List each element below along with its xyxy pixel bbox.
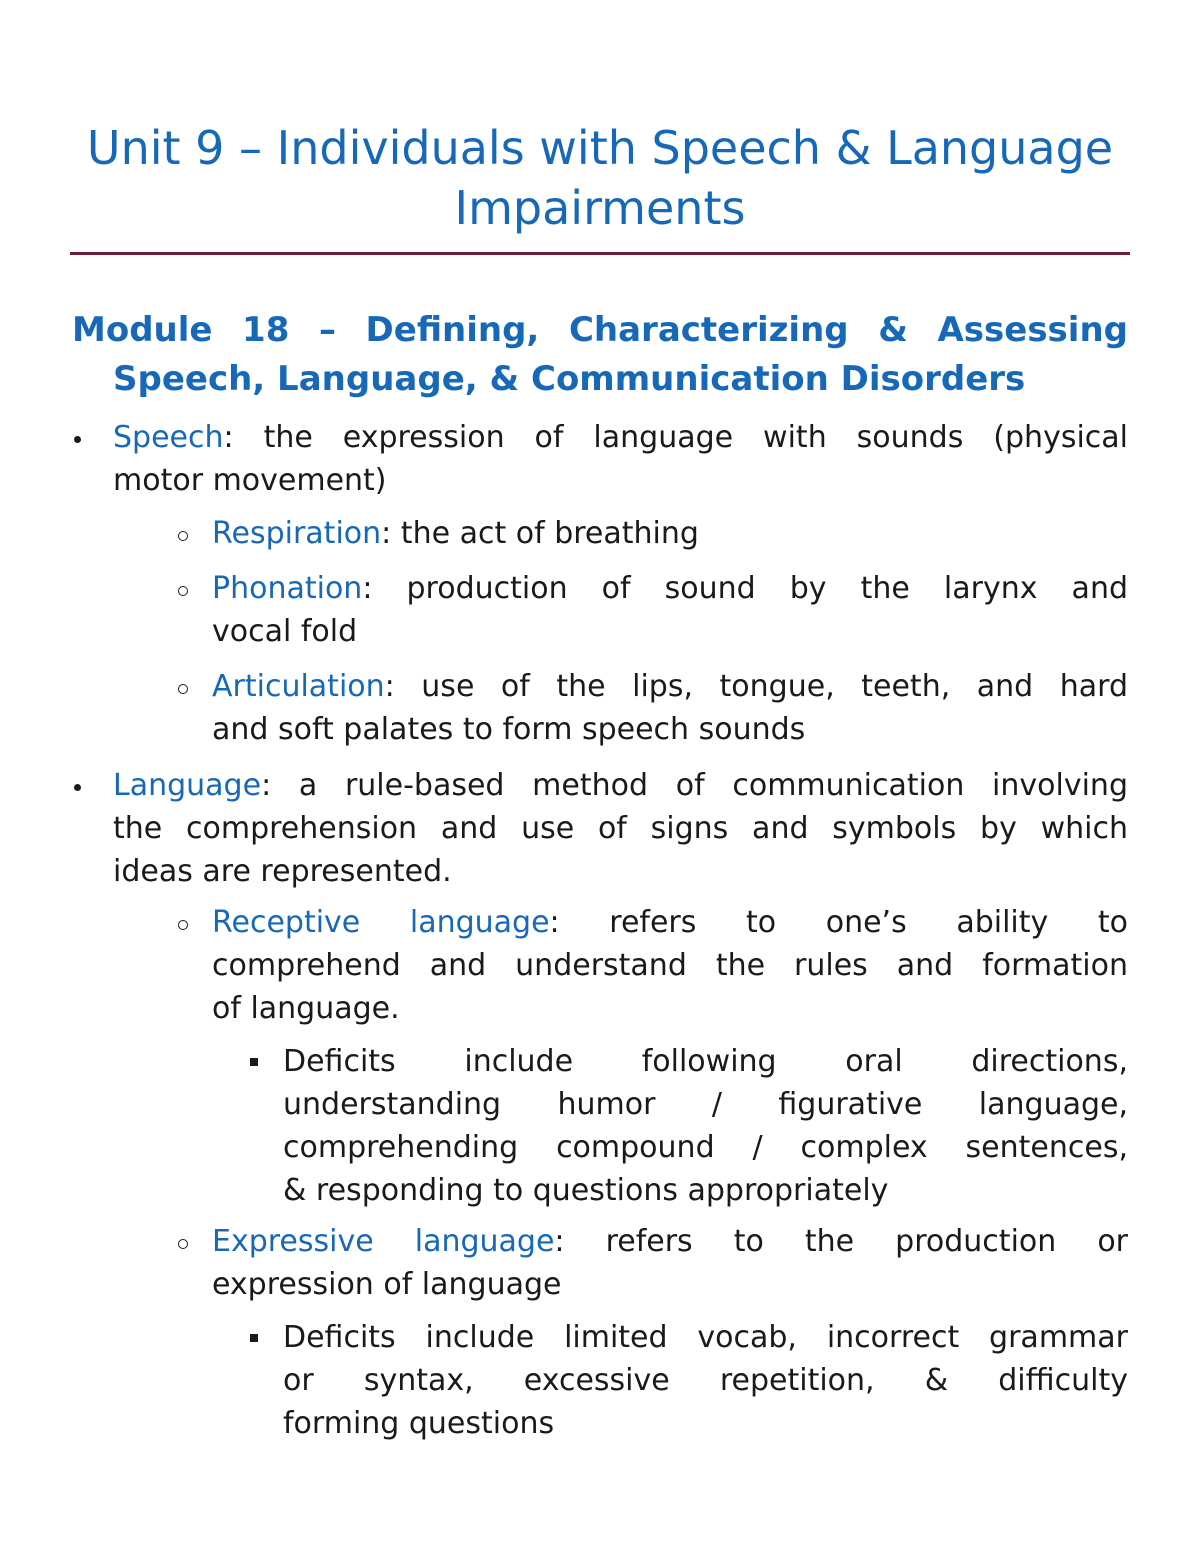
receptive-term: Receptive language (212, 905, 550, 940)
bullet-dot (74, 784, 81, 791)
square-bullet (250, 1334, 258, 1342)
language-line2: the comprehension and use of signs and symbols by which (113, 811, 1128, 846)
receptive-deficits-item (283, 1040, 1128, 1212)
expressive-deficits-line2: or syntax, excessive repetition, & difficulty (283, 1363, 1128, 1398)
circle-bullet (178, 586, 188, 596)
expressive-deficits-line1: Deficits include limited vocab, incorrect grammar (283, 1320, 1128, 1355)
receptive-deficits-line2: understanding humor / figurative language, (283, 1087, 1128, 1122)
expressive-deficits-line3: forming questions (283, 1406, 555, 1441)
receptive-line3: of language. (212, 991, 400, 1026)
receptive-deficits-line1: Deficits include following oral directions, (283, 1044, 1128, 1079)
phonation-item (212, 567, 1128, 653)
speech-line1: Speech: the expression of language with sounds (physical (113, 420, 1128, 455)
receptive-line2: comprehend and understand the rules and formation (212, 948, 1128, 983)
articulation-line2: and soft palates to form speech sounds (212, 712, 806, 747)
speech-line2: motor movement) (113, 463, 387, 498)
articulation-line1: Articulation: use of the lips, tongue, teeth, and hard (212, 669, 1128, 704)
receptive-deficits-line3: comprehending compound / complex sentences, (283, 1130, 1128, 1165)
module-title-line1: Module 18 – Defining, Characterizing & Assessing (72, 310, 1128, 350)
articulation-term: Articulation (212, 669, 385, 704)
expressive-deficits-item (283, 1316, 1128, 1445)
language-term: Language (113, 768, 262, 803)
expressive-term: Expressive language (212, 1224, 555, 1259)
square-bullet (250, 1058, 258, 1066)
module-title-line2: Speech, Language, & Communication Disorders (113, 359, 1026, 399)
language-line1: Language: a rule-based method of communication involving (113, 768, 1128, 803)
language-line3: ideas are represented. (113, 854, 452, 889)
expressive-language-item (212, 1220, 1128, 1306)
phonation-term: Phonation (212, 571, 363, 606)
receptive-language-item (212, 901, 1128, 1030)
respiration-item (212, 512, 1128, 555)
language-item (113, 764, 1128, 893)
circle-bullet (178, 531, 188, 541)
bullet-dot (74, 436, 81, 443)
unit-title-line2: Impairments (454, 181, 746, 235)
articulation-item (212, 665, 1128, 751)
unit-title-line1: Unit 9 – Individuals with Speech & Language (86, 121, 1114, 175)
expressive-line2: expression of language (212, 1267, 562, 1302)
speech-item (113, 416, 1128, 502)
circle-bullet (178, 920, 188, 930)
phonation-line2: vocal fold (212, 614, 358, 649)
receptive-line1: Receptive language: refers to one’s ability to (212, 905, 1129, 940)
respiration-line1: Respiration: the act of breathing (212, 516, 699, 551)
speech-term: Speech (113, 420, 224, 455)
respiration-term: Respiration (212, 516, 382, 551)
title-divider (70, 252, 1130, 255)
receptive-deficits-line4: & responding to questions appropriately (283, 1173, 889, 1208)
phonation-line1: Phonation: production of sound by the larynx and (212, 571, 1128, 606)
unit-title (70, 118, 1130, 238)
circle-bullet (178, 1239, 188, 1249)
expressive-line1: Expressive language: refers to the production or (212, 1224, 1129, 1259)
circle-bullet (178, 684, 188, 694)
